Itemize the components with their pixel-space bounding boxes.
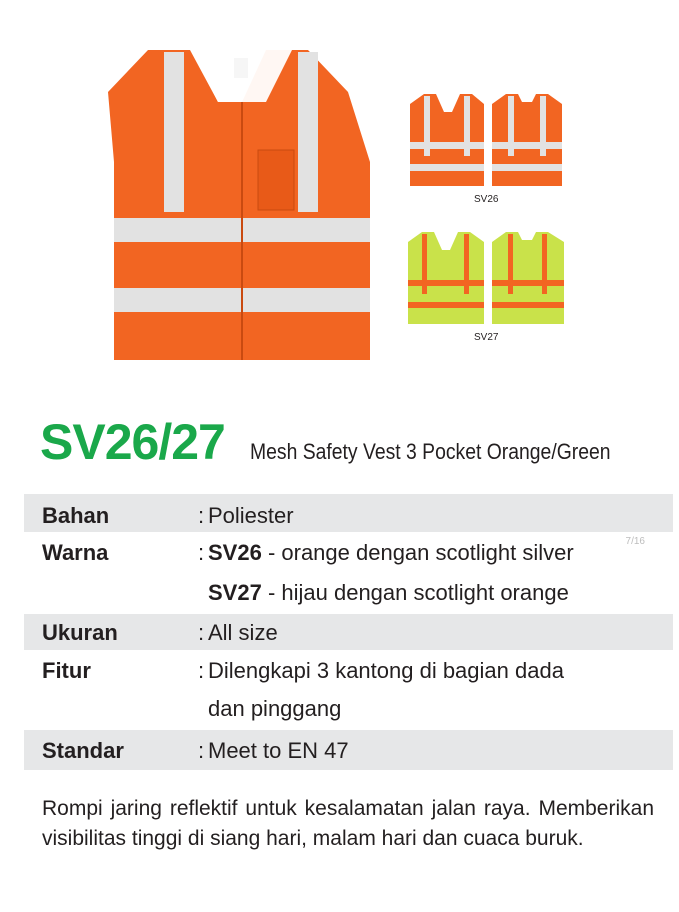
spec-row-warna: [24, 532, 673, 614]
sv26-vests-image: [406, 92, 566, 188]
sv26-caption: SV26: [474, 194, 499, 205]
spec-colon: :: [198, 620, 205, 645]
watermark: 7/16: [625, 536, 645, 547]
spec-value-warna-sv26: [208, 540, 574, 566]
spec-value-warna-sv27: [208, 580, 569, 606]
sv27-caption: SV27: [474, 332, 499, 343]
spec-value-ukuran: All size: [208, 620, 278, 645]
spec-label-fitur: Fitur: [42, 658, 91, 683]
warna-code-sv27: SV27: [208, 580, 262, 605]
spec-colon: :: [198, 658, 205, 683]
spec-row-fitur: [24, 650, 673, 730]
spec-value-bahan: Poliester: [208, 503, 294, 528]
spec-value-fitur-line2: dan pinggang: [208, 696, 342, 721]
product-description: Rompi jaring reflektif untuk kesalamatan jalan raya. Memberikan visibilitas tinggi di siang hari, malam hari dan cuaca buruk.: [42, 797, 654, 850]
spec-colon: :: [198, 540, 205, 565]
spec-colon: :: [198, 503, 205, 528]
sv27-vests-image: [404, 230, 568, 326]
spec-row-bahan: [24, 494, 673, 532]
spec-label-warna: Warna: [42, 540, 109, 565]
spec-label-ukuran: Ukuran: [42, 620, 118, 645]
product-name: Mesh Safety Vest 3 Pocket Orange/Green: [250, 439, 611, 464]
spec-row-standar: [24, 730, 673, 770]
product-code: SV26/27: [40, 414, 225, 470]
spec-value-fitur-line1: Dilengkapi 3 kantong di bagian dada: [208, 658, 564, 683]
spec-label-bahan: Bahan: [42, 503, 110, 528]
spec-label-standar: Standar: [42, 738, 124, 763]
warna-text-sv26: - orange dengan scotlight silver: [261, 540, 574, 565]
main-vest-image: [108, 42, 376, 364]
spec-colon: :: [198, 738, 205, 763]
spec-table: [24, 494, 673, 770]
spec-row-ukuran: [24, 614, 673, 650]
spec-value-standar: Meet to EN 47: [208, 738, 349, 763]
warna-text-sv27: - hijau dengan scotlight orange: [261, 580, 569, 605]
warna-code-sv26: SV26: [208, 540, 262, 565]
